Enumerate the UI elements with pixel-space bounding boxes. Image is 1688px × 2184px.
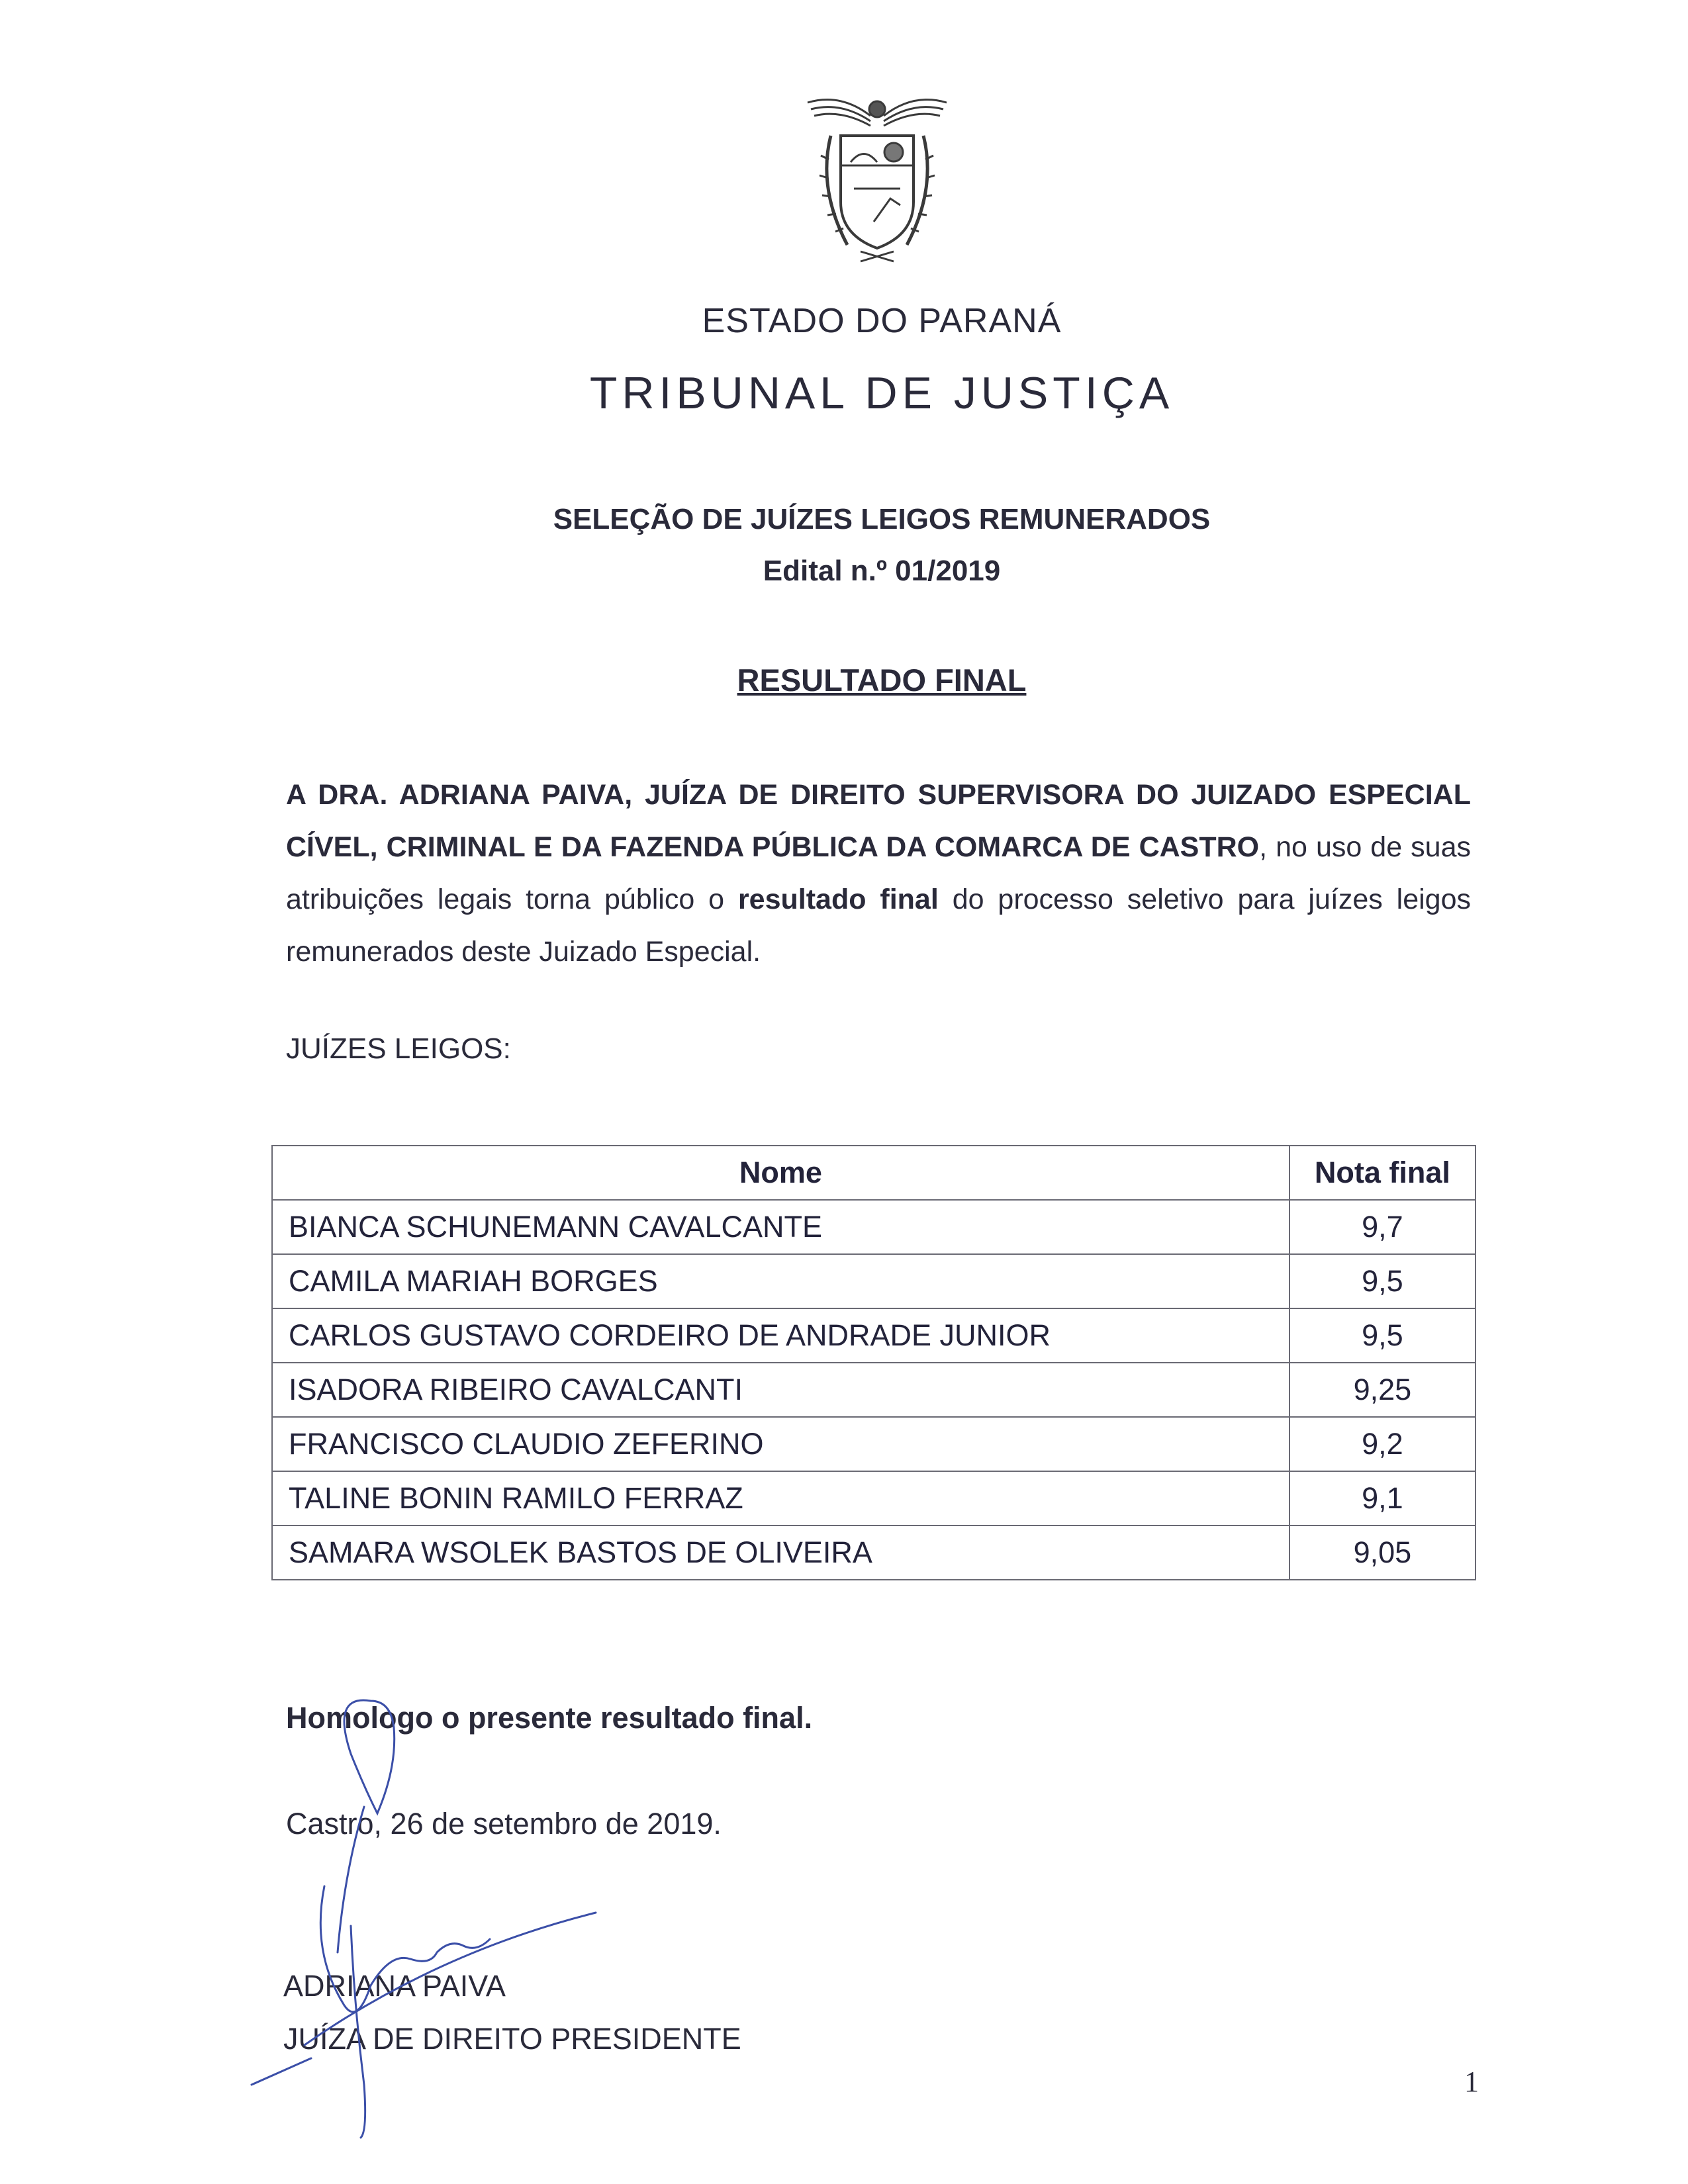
intro-text-1: , no uso de suas atribuições legais torna público o	[286, 831, 1471, 915]
table-header-row	[272, 1146, 1476, 1200]
table-row	[272, 1525, 1476, 1580]
result-title: RESULTADO FINAL	[737, 662, 1027, 698]
signatory-role: JUÍZA DE DIREITO PRESIDENTE	[283, 2022, 741, 2056]
candidate-score: 9,05	[1289, 1525, 1476, 1580]
header-name: Nome	[272, 1146, 1289, 1200]
signatory-name: ADRIANA PAIVA	[283, 1969, 506, 2003]
table-row	[272, 1200, 1476, 1254]
page-number: 1	[1464, 2066, 1479, 2098]
header-score: Nota final	[1289, 1146, 1476, 1200]
candidate-name: SAMARA WSOLEK BASTOS DE OLIVEIRA	[272, 1525, 1289, 1580]
candidate-score: 9,7	[1289, 1200, 1476, 1254]
results-table	[271, 1145, 1476, 1580]
candidate-score: 9,5	[1289, 1308, 1476, 1363]
table-row	[272, 1417, 1476, 1471]
edital-number: Edital n.º 01/2019	[763, 555, 1001, 587]
candidate-score: 9,2	[1289, 1417, 1476, 1471]
table-row	[272, 1363, 1476, 1417]
candidate-name: CARLOS GUSTAVO CORDEIRO DE ANDRADE JUNIOR	[272, 1308, 1289, 1363]
candidate-name: CAMILA MARIAH BORGES	[272, 1254, 1289, 1308]
intro-bold-lead: A DRA. ADRIANA PAIVA, JUÍZA DE DIREITO SUPERVISORA DO JUIZADO ESPECIAL CÍVEL, CRIMINAL E DA FAZENDA PÚBLICA DA COMARCA DE CASTRO	[286, 779, 1471, 863]
candidate-score: 9,1	[1289, 1471, 1476, 1525]
intro-bold-mid: resultado final	[737, 884, 939, 915]
candidate-name: FRANCISCO CLAUDIO ZEFERINO	[272, 1417, 1289, 1471]
candidate-name: ISADORA RIBEIRO CAVALCANTI	[272, 1363, 1289, 1417]
handwritten-signature-icon	[238, 1674, 609, 2151]
table-row	[272, 1254, 1476, 1308]
court-name: TRIBUNAL DE JUSTIÇA	[589, 368, 1174, 418]
homologation-statement: Homologo o presente resultado final.	[286, 1701, 813, 1735]
intro-text-2: do processo seletivo para juízes leigos remunerados deste Juizado Especial.	[286, 884, 1472, 968]
selection-title: SELEÇÃO DE JUÍZES LEIGOS REMUNERADOS	[553, 503, 1211, 535]
place-date: Castro, 26 de setembro de 2019.	[286, 1807, 722, 1841]
candidate-score: 9,25	[1289, 1363, 1476, 1417]
candidate-name: BIANCA SCHUNEMANN CAVALCANTE	[272, 1200, 1289, 1254]
candidate-score: 9,5	[1289, 1254, 1476, 1308]
table-row	[272, 1308, 1476, 1363]
candidate-name: TALINE BONIN RAMILO FERRAZ	[272, 1471, 1289, 1525]
table-row	[272, 1471, 1476, 1525]
judges-label: JUÍZES LEIGOS:	[286, 1032, 511, 1065]
state-name: ESTADO DO PARANÁ	[702, 302, 1062, 340]
coat-of-arms-icon	[801, 89, 953, 268]
intro-paragraph	[286, 769, 1471, 978]
